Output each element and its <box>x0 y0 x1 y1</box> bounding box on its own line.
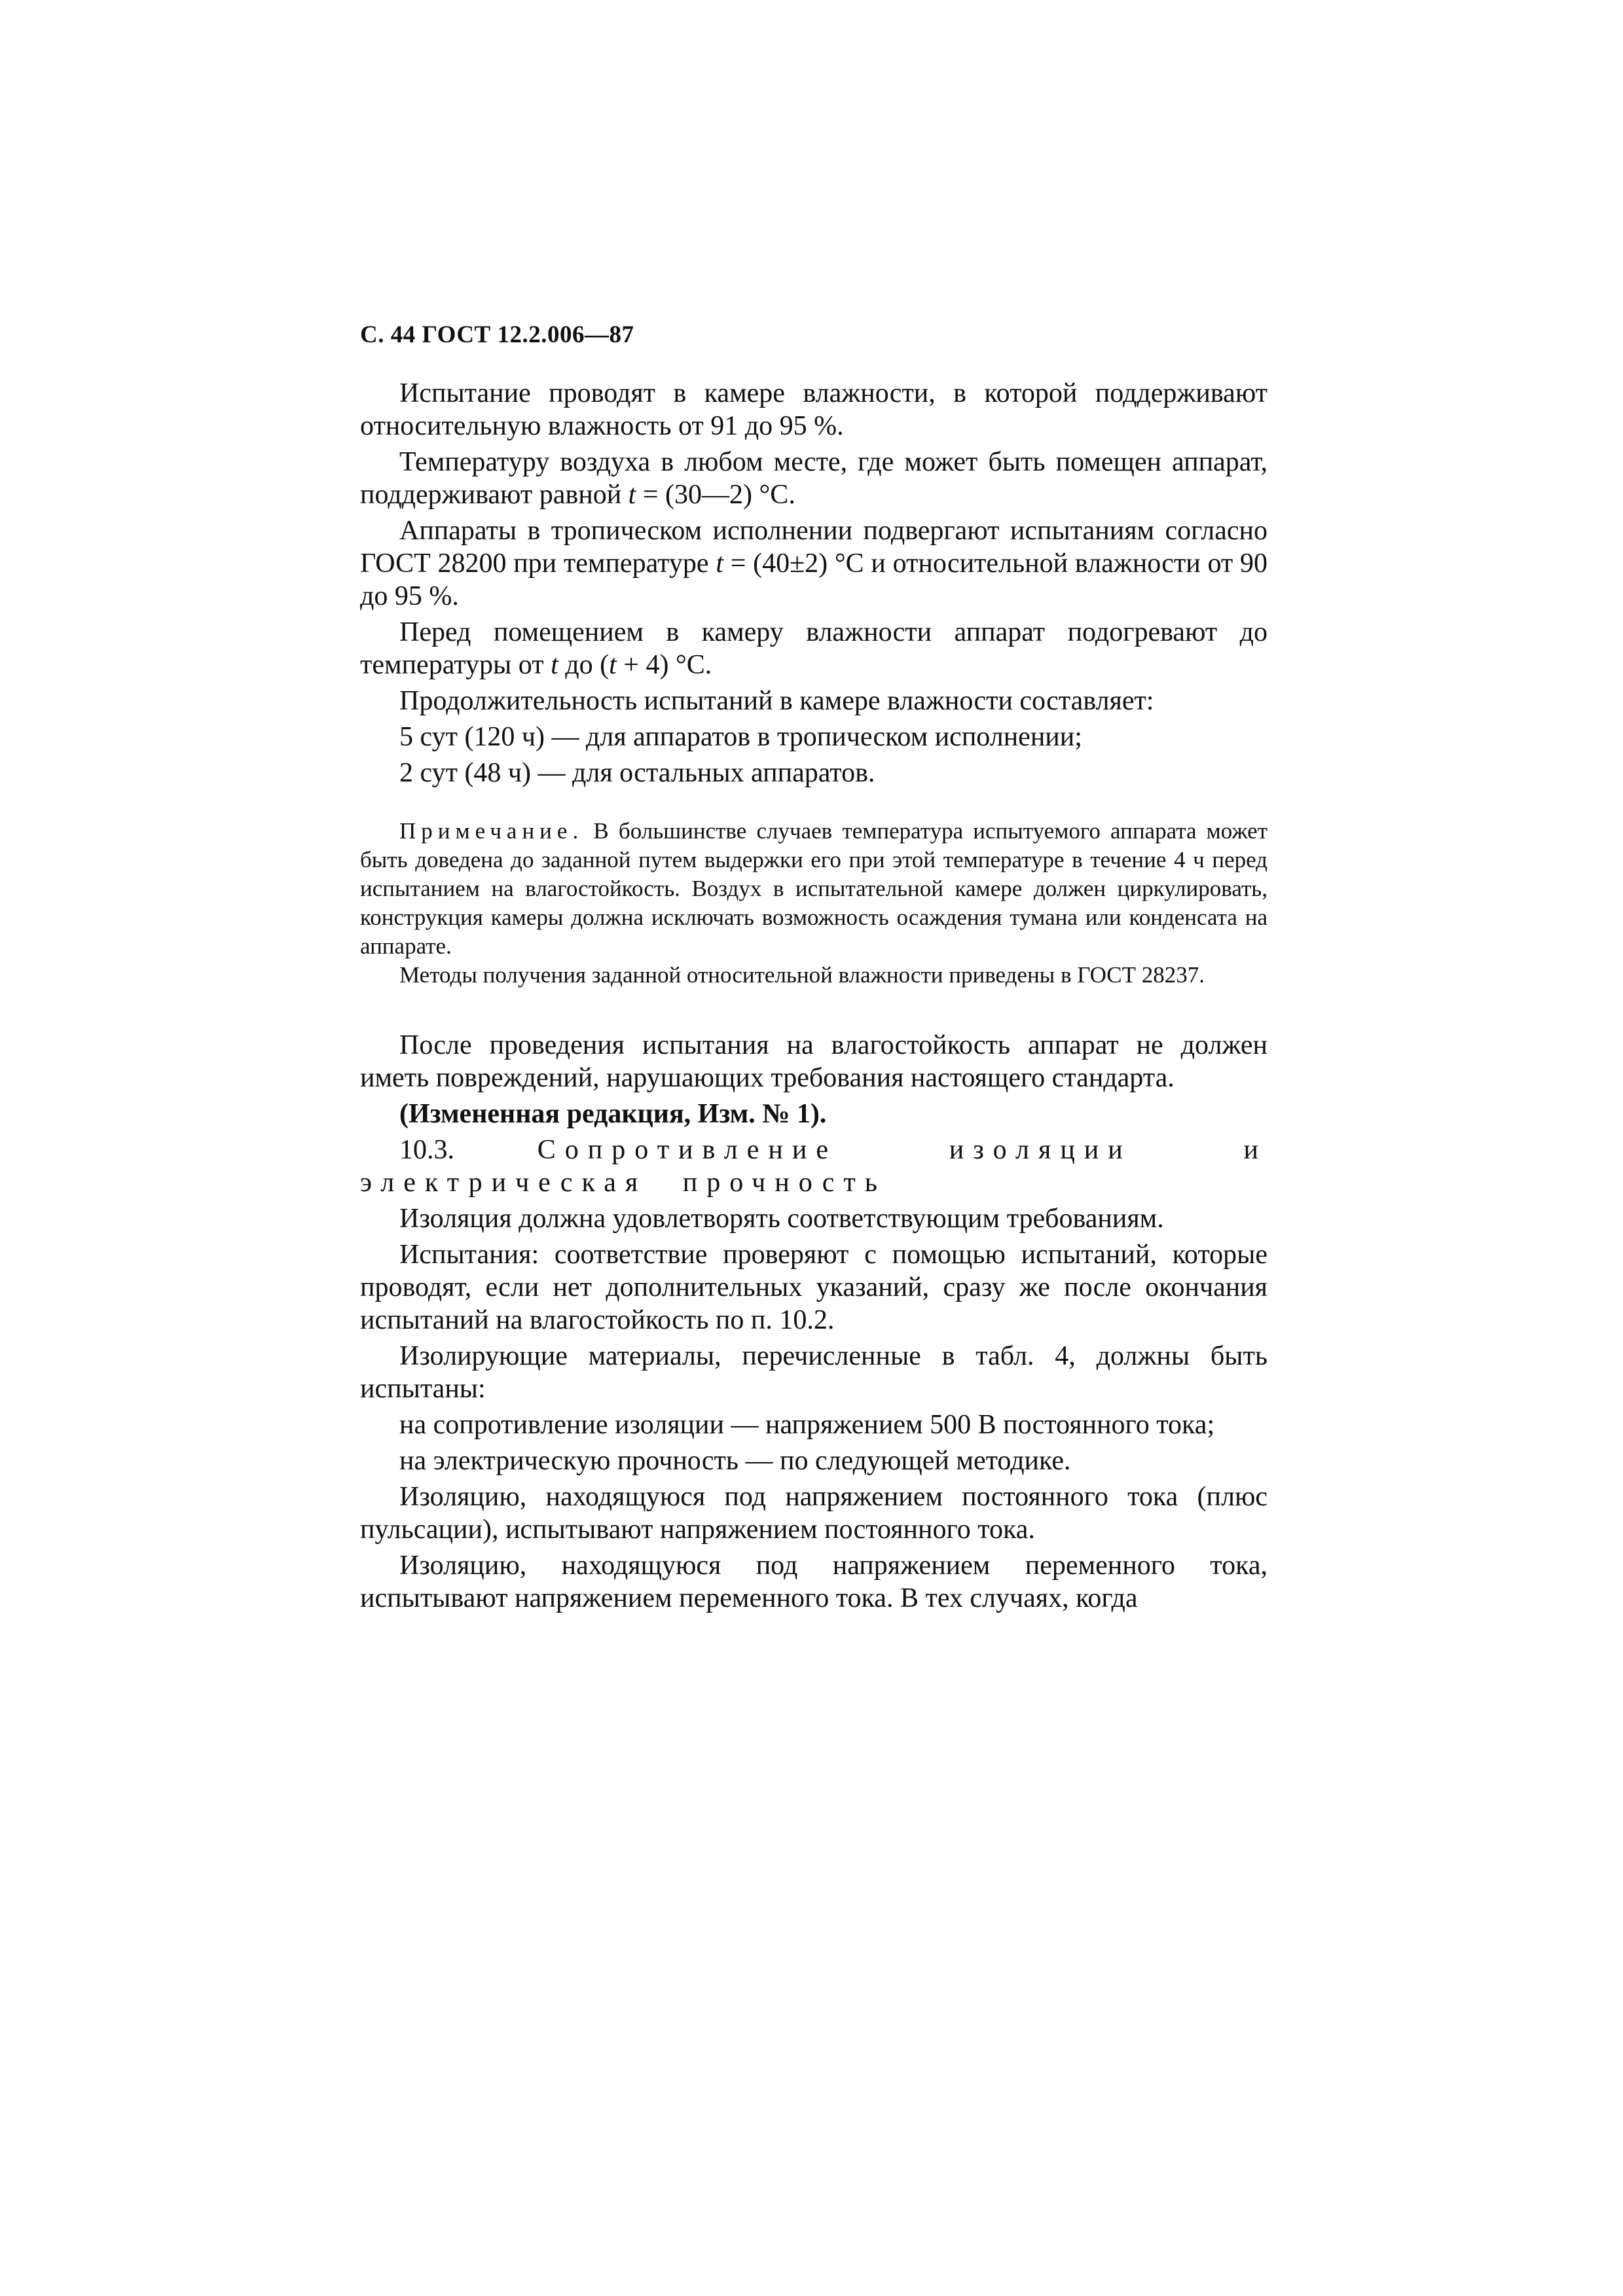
paragraph: Испытания: соответствие проверяют с помощью испытаний, которые проводят, если нет дополнительных указаний, сразу же после окончания испытаний на влагостойкость по п. 10.2. <box>360 1240 1267 1335</box>
list-item: 2 сут (48 ч) — для остальных аппаратов. <box>399 758 875 788</box>
paragraph: Изоляцию, находящуюся под напряжением постоянного тока (плюс пульсации), испытывают напряжением постоянного тока. <box>360 1482 1267 1545</box>
document-page <box>360 319 1267 1615</box>
paragraph: Изоляция должна удовлетворять соответствующим требованиям. <box>399 1204 1164 1234</box>
paragraph: Продолжительность испытаний в камере влажности составляет: <box>399 686 1154 716</box>
body-section-1 <box>360 377 1267 789</box>
paragraph: Температуру воздуха в любом месте, где может быть помещен аппарат, поддерживают равной t = (30—2) °С. <box>360 447 1267 510</box>
note-block <box>360 817 1267 990</box>
amendment-note: (Измененная редакция, Изм. № 1). <box>399 1099 827 1129</box>
list-item: 5 сут (120 ч) — для аппаратов в тропическом исполнении; <box>399 722 1082 752</box>
paragraph: Перед помещением в камеру влажности аппарат подогревают до температуры от t до (t + 4) °С. <box>360 617 1267 680</box>
section-title: Сопротивление изоляции и электрическая прочность <box>360 1135 1267 1198</box>
paragraph: Изолирующие материалы, перечисленные в табл. 4, должны быть испытаны: <box>360 1341 1267 1404</box>
paragraph: на электрическую прочность — по следующей методике. <box>399 1446 1071 1476</box>
paragraph: Аппараты в тропическом исполнении подвергают испытаниям согласно ГОСТ 28200 при температуре t = (40±2) °С и относительной влажности от 90 до 95 %. <box>360 516 1267 611</box>
paragraph: на сопротивление изоляции — напряжением 500 В постоянного тока; <box>399 1410 1215 1440</box>
section-number: 10.3. <box>399 1135 538 1165</box>
note-paragraph: Методы получения заданной относительной влажности приведены в ГОСТ 28237. <box>399 962 1205 988</box>
note-label: Примечание. <box>399 818 584 844</box>
paragraph: Испытание проводят в камере влажности, в которой поддерживают относительную влажность от 91 до 95 %. <box>360 378 1267 441</box>
paragraph: После проведения испытания на влагостойкость аппарат не должен иметь повреждений, нарушающих требования настоящего стандарта. <box>360 1030 1267 1093</box>
section-heading <box>360 1134 1267 1199</box>
page-header: С. 44 ГОСТ 12.2.006—87 <box>360 321 634 348</box>
note-paragraph: Примечание. В большинстве случаев температура испытуемого аппарата может быть доведена до заданной путем выдержки его при этой температуре в течение 4 ч перед испытанием на влагостойкость. Воздух в испытательной камере должен циркулировать, конструкция камеры должна исключать возможность осаждения тумана или конденсата на аппарате. <box>360 818 1267 959</box>
body-section-2 <box>360 1029 1267 1615</box>
paragraph: Изоляцию, находящуюся под напряжением переменного тока, испытывают напряжением переменного тока. В тех случаях, когда <box>360 1551 1267 1613</box>
